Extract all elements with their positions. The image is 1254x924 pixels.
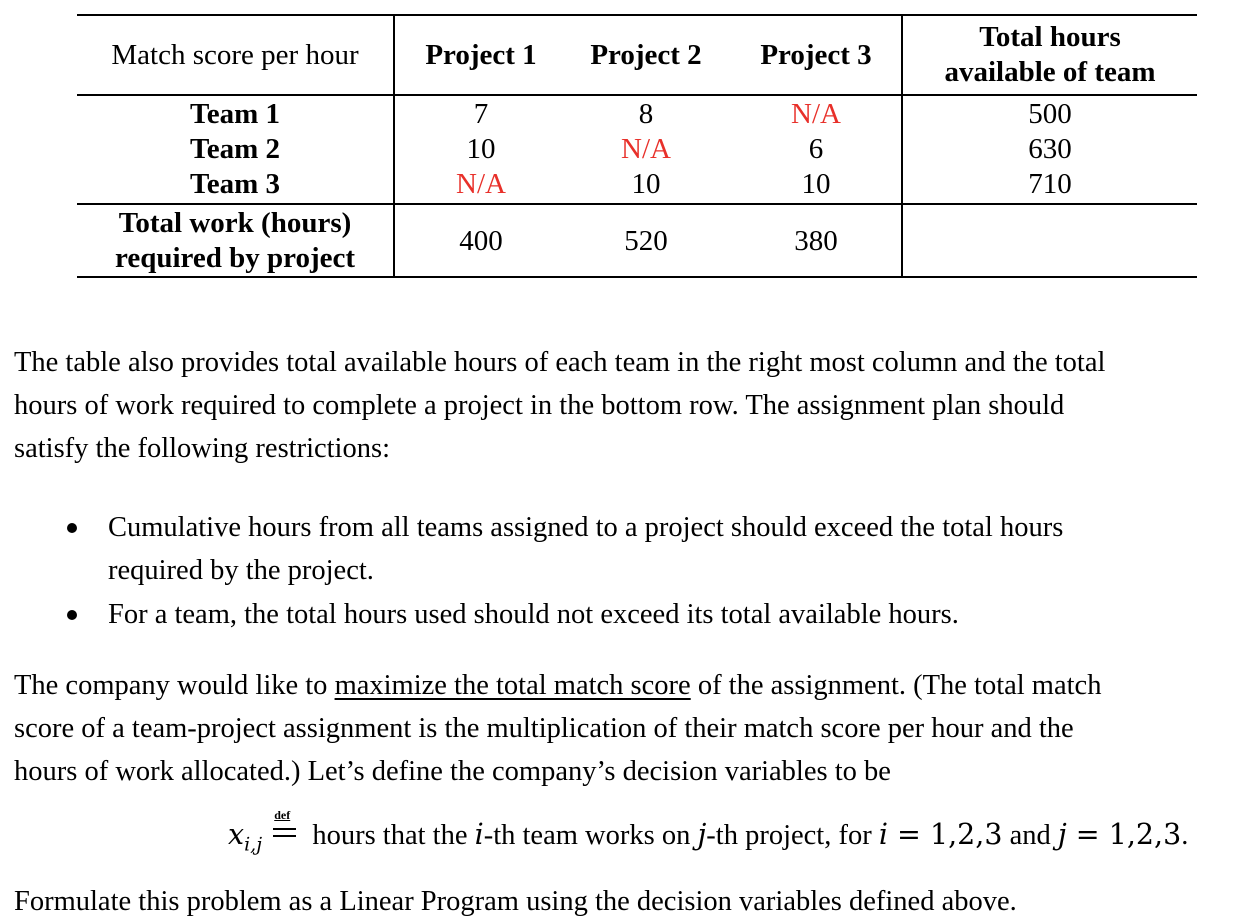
bullet-1-line1: Cumulative hours from all teams assigned to a project should exceed the total hours [108,512,1064,543]
decision-variable-definition [228,808,1238,867]
header-total-hours-line1: Total hours [979,21,1121,53]
task-instruction: Formulate this problem as a Linear Program using the decision variables defined above. [14,886,1017,917]
cell-team3-project1: N/A [456,168,506,200]
var-x: x [228,818,245,851]
cell-required-project2: 520 [624,225,668,257]
cell-required-project3: 380 [794,225,838,257]
header-project-1: Project 1 [425,39,537,71]
def-eq-bar-1 [273,828,296,830]
cell-team1-project2: 8 [638,98,654,130]
cell-team2-project2: N/A [621,133,671,165]
def-text-3: -th project, for [706,820,879,851]
cell-team3-project3: 10 [801,168,831,200]
cell-team3-project2: 10 [631,168,661,200]
table-bottom-rule [77,276,1197,278]
para2-line2: score of a team-project assignment is the multiplication of their match score per hour and the [14,713,1074,744]
def-equals-symbol [273,808,297,846]
para2-line1 [14,664,1249,707]
cell-team3-available: 710 [1028,168,1072,200]
cell-team1-available: 500 [1028,98,1072,130]
def-i: i [474,818,484,851]
table-corner-header: Match score per hour [111,39,359,71]
cond-j-val: = 1,2,3 [1066,818,1182,851]
cond-j: j [1057,818,1067,851]
row-required-label-line2: required by project [114,242,356,274]
table-vline-left [393,14,395,277]
row-required-label-line1: Total work (hours) [118,207,352,239]
def-text-1: hours that the [312,820,475,851]
cell-team2-project1: 10 [466,133,496,165]
header-project-2: Project 2 [590,39,702,71]
cell-team1-project1: 7 [473,98,489,130]
bullet-2-line1: For a team, the total hours used should not exceed its total available hours. [108,599,959,630]
header-project-3: Project 3 [760,39,872,71]
para2-line1-after: of the assignment. (The total match [690,670,1102,701]
para1-line2: hours of work required to complete a project in the bottom row. The assignment plan should [14,390,1065,421]
para2-line1-before: The company would like to [14,670,335,701]
header-total-hours-line2: available of team [944,56,1156,88]
row-team-2-label: Team 2 [190,133,280,165]
cell-team2-available: 630 [1028,133,1072,165]
bullet-dot-icon [67,523,77,533]
objective-underlined: maximize the total match score [334,670,691,701]
var-subscript: i,j [244,833,263,856]
def-label: def [274,808,291,822]
para1-line3: satisfy the following restrictions: [14,433,390,464]
def-j: j [697,818,707,851]
para1-line1: The table also provides total available hours of each team in the right most column and the total [14,347,1106,378]
row-team-1-label: Team 1 [190,98,280,130]
cell-team1-project3: N/A [791,98,841,130]
table-top-rule [77,14,1197,16]
cell-required-project1: 400 [459,225,503,257]
bullet-dot-icon [67,610,77,620]
para2-line3: hours of work allocated.) Let’s define the company’s decision variables to be [14,756,891,787]
bullet-1-line2: required by the project. [108,555,374,586]
def-text-5: . [1181,820,1189,851]
cond-i: i [878,818,888,851]
table-footer-rule [77,203,1197,205]
cell-team2-project3: 6 [808,133,824,165]
table-header-rule [77,94,1197,96]
def-text-2: -th team works on [483,820,698,851]
def-eq-bar-2 [273,835,296,837]
cond-i-val: = 1,2,3 [887,818,1003,851]
def-text-4: and [1002,820,1058,851]
row-team-3-label: Team 3 [190,168,280,200]
